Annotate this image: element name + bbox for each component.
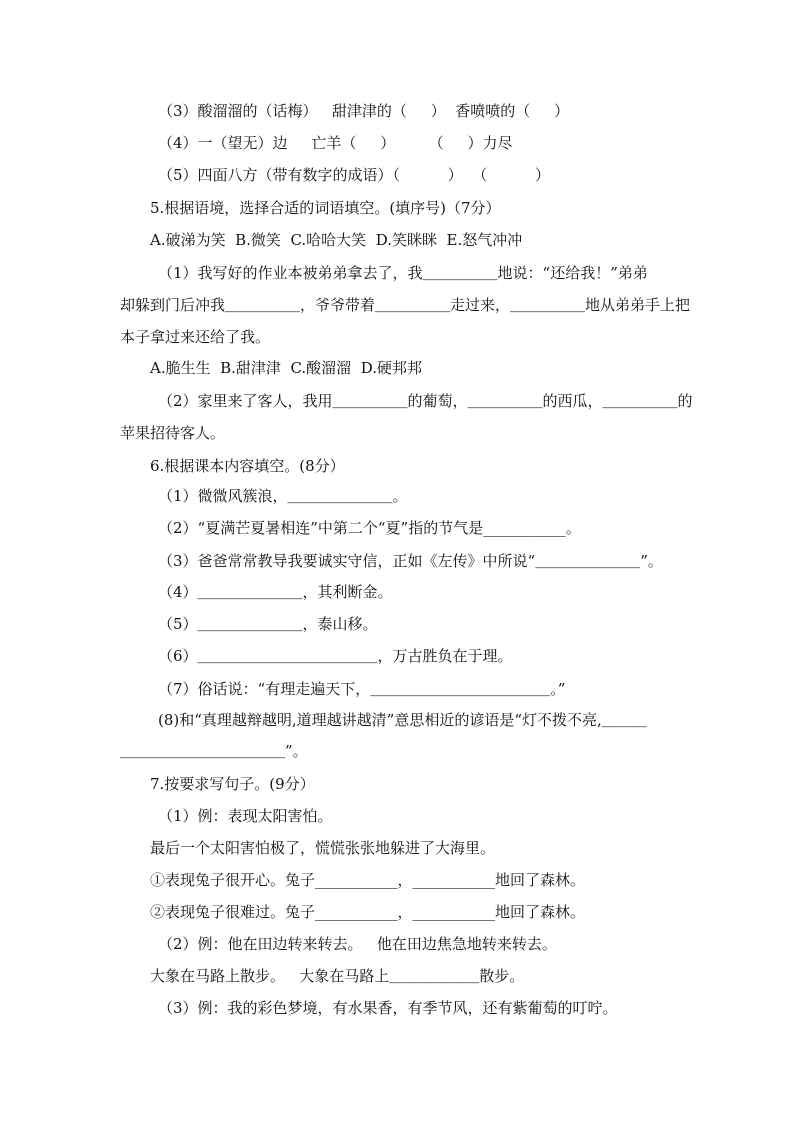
q7-example-2: （2）例：他在田边转来转去。 他在田边焦急地转来转去。 (158, 935, 557, 953)
q7-example-3: （3）例：我的彩色梦境，有水果香，有季节风，还有紫葡萄的叮咛。 (158, 999, 618, 1017)
q6-item-6: （6）＿＿＿＿＿＿＿＿＿＿＿＿，万古胜负在于理。 (158, 647, 513, 665)
q5-sentence-2-line-1: （2）家里来了客人，我用＿＿＿＿＿的葡萄，＿＿＿＿＿的西瓜，＿＿＿＿＿的 (158, 392, 693, 410)
q7-example-1-sentence: 最后一个太阳害怕极了，慌慌张张地躲进了大海里。 (150, 839, 496, 857)
q6-item-8-line-2: ＿＿＿＿＿＿＿＿＿＿＿”。 (120, 742, 308, 760)
q5-sentence-2-line-2: 苹果招待客人。 (120, 424, 226, 442)
q4-item-4: （4）一（望无）边 亡羊（ ） （ ）力尽 (158, 134, 513, 152)
q7-task-1b: ②表现兔子很难过。兔子___________，___________地回了森林。 (150, 903, 586, 921)
q7-task-1a: ①表现兔子很开心。兔子___________，___________地回了森林。 (150, 871, 586, 889)
q5-heading: 5.根据语境，选择合适的词语填空。(填序号)（7分） (150, 199, 501, 217)
q6-item-4: （4）＿＿＿＿＿＿＿，其利断金。 (158, 583, 393, 601)
q7-example-1: （1）例：表现太阳害怕。 (158, 807, 333, 825)
q5-sentence-1-line-3: 本子拿过来还给了我。 (120, 328, 271, 346)
q5-sentence-1-line-2: 却躲到门后冲我＿＿＿＿＿，爷爷带着＿＿＿＿＿走过来，＿＿＿＿＿地从弟弟手上把 (120, 296, 691, 314)
q6-item-5: （5）＿＿＿＿＿＿＿，泰山移。 (158, 615, 378, 633)
q4-item-3: （3）酸溜溜的（话梅） 甜津津的（ ） 香喷喷的（ ） (158, 102, 570, 120)
q6-item-7: （7）俗话说：“有理走遍天下，＿＿＿＿＿＿＿＿＿＿＿＿。” (158, 680, 566, 698)
q5-sentence-1-line-1: （1）我写好的作业本被弟弟拿去了，我＿＿＿＿＿地说：“还给我！”弟弟 (158, 264, 648, 282)
q6-item-3: （3）爸爸常常教导我要诚实守信，正如《左传》中所说“＿＿＿＿＿＿＿”。 (158, 552, 663, 570)
q6-item-8-line-1: (8)和“真理越辩越明,道理越讲越清”意思相近的谚语是“灯不拨不亮,＿＿＿ (158, 711, 647, 729)
q5-options-b: A.脆生生 B.甜津津 C.酸溜溜 D.硬邦邦 (150, 359, 422, 377)
q7-heading: 7.按要求写句子。(9分） (150, 775, 315, 793)
q6-item-1: （1）微微风簇浪，＿＿＿＿＿＿＿。 (158, 487, 408, 505)
q4-item-5: （5）四面八方（带有数字的成语）（ ） （ ） (158, 166, 550, 184)
q6-heading: 6.根据课本内容填空。(8分） (150, 457, 345, 475)
q6-item-2: （2）“夏满芒夏暑相连”中第二个“夏”指的节气是___________。 (158, 519, 581, 537)
q5-options-a: A.破涕为笑 B.微笑 C.哈哈大笑 D.笑眯眯 E.怒气冲冲 (150, 231, 523, 249)
q7-task-2: 大象在马路上散步。 大象在马路上＿＿＿＿＿＿散步。 (150, 967, 525, 985)
